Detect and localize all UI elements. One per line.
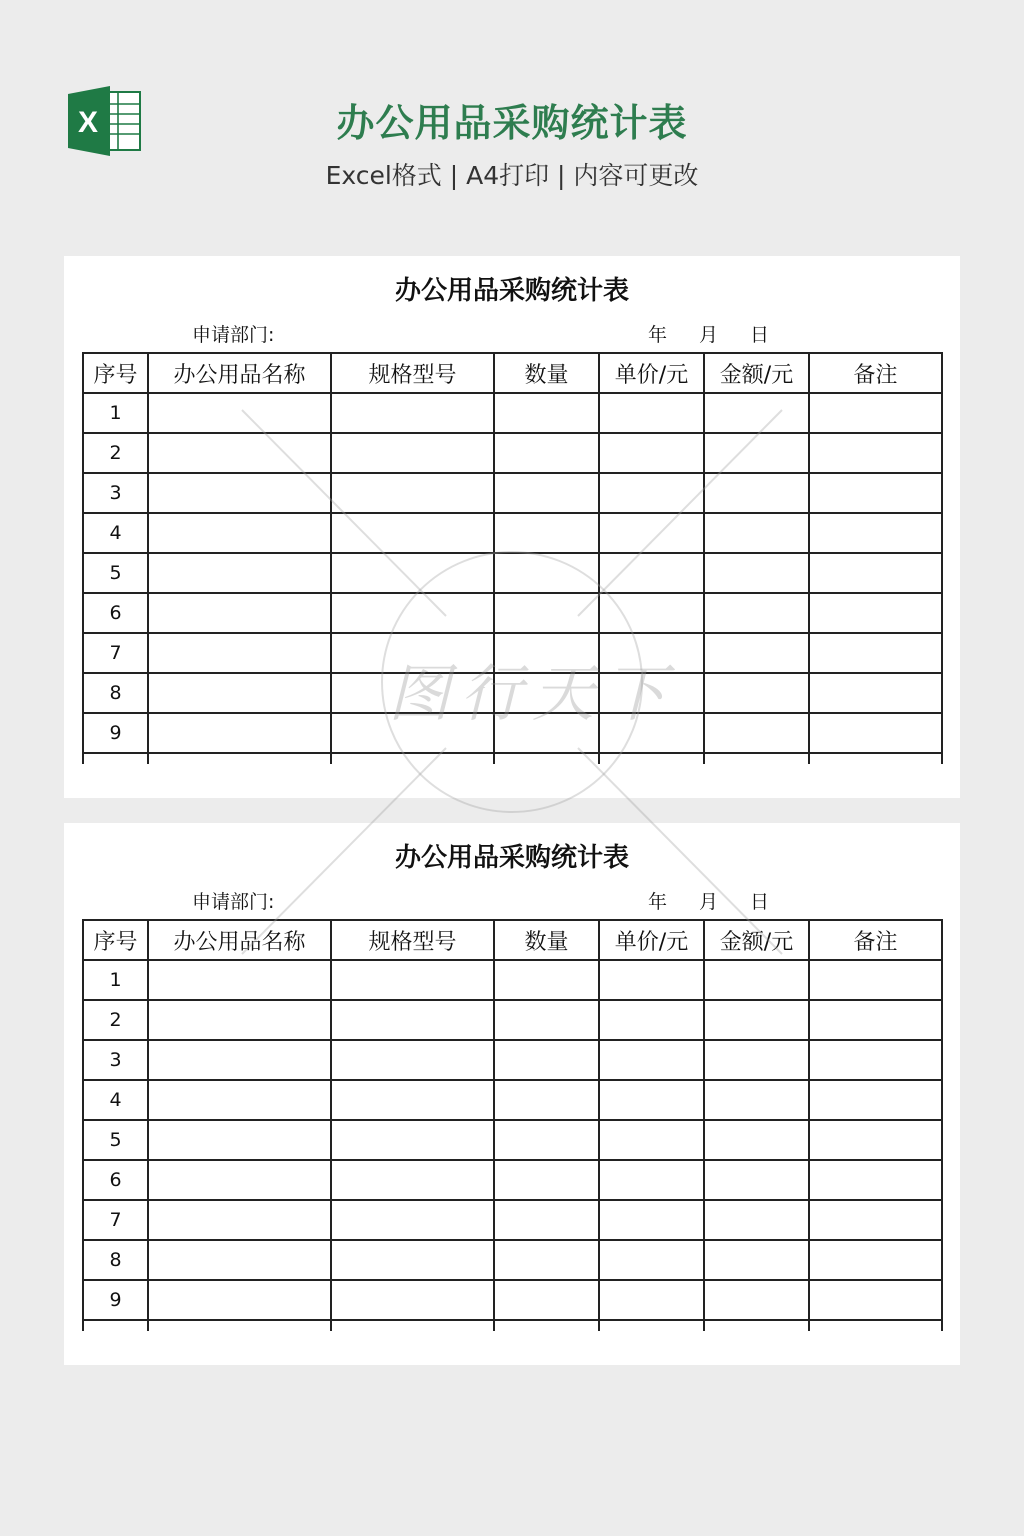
- row-number: 2: [83, 1000, 148, 1040]
- table-row: [83, 553, 942, 593]
- table-cell[interactable]: [809, 1000, 942, 1040]
- table-row: [83, 1240, 942, 1280]
- table-cell: [83, 753, 148, 764]
- row-number: 5: [83, 1120, 148, 1160]
- department-label: 申请部门:: [192, 891, 275, 913]
- table-cell[interactable]: [148, 1240, 331, 1280]
- row-number: 1: [83, 960, 148, 1000]
- table-row: [83, 593, 942, 633]
- purchase-table: [82, 919, 943, 1331]
- row-number: 7: [83, 1200, 148, 1240]
- row-number: 4: [83, 513, 148, 553]
- table-cell[interactable]: [809, 1080, 942, 1120]
- table-cell: [494, 1320, 599, 1331]
- table-cell[interactable]: [148, 473, 331, 513]
- table-cell[interactable]: [148, 1200, 331, 1240]
- table-cell[interactable]: [704, 513, 809, 553]
- table-cell: [704, 1320, 809, 1331]
- table-cell[interactable]: [148, 433, 331, 473]
- row-number: 2: [83, 433, 148, 473]
- row-number: 7: [83, 633, 148, 673]
- table-row: [83, 433, 942, 473]
- table-row-partial: [83, 1320, 942, 1331]
- excel-icon-letter: X: [77, 106, 99, 139]
- table-cell[interactable]: [494, 1280, 599, 1320]
- table-cell[interactable]: [331, 593, 494, 633]
- table-row: [83, 713, 942, 753]
- table-cell[interactable]: [599, 553, 704, 593]
- table-header-row: [83, 920, 942, 960]
- table-cell[interactable]: [599, 513, 704, 553]
- table-cell[interactable]: [331, 673, 494, 713]
- table-cell: [809, 1320, 942, 1331]
- day-label: 日: [750, 891, 770, 913]
- table-row: [83, 960, 942, 1000]
- table-cell[interactable]: [331, 1240, 494, 1280]
- column-header: 备注: [809, 353, 942, 393]
- table-cell: [83, 1320, 148, 1331]
- row-number: 3: [83, 473, 148, 513]
- table-cell[interactable]: [599, 1000, 704, 1040]
- header: [0, 0, 1024, 230]
- table-cell[interactable]: [148, 1000, 331, 1040]
- table-cell[interactable]: [494, 1000, 599, 1040]
- table-cell[interactable]: [494, 673, 599, 713]
- table-cell[interactable]: [494, 473, 599, 513]
- table-cell[interactable]: [599, 673, 704, 713]
- table-header-row: [83, 353, 942, 393]
- table-cell[interactable]: [148, 673, 331, 713]
- table-cell[interactable]: [809, 393, 942, 433]
- column-header: 金额/元: [704, 920, 809, 960]
- table-cell[interactable]: [704, 713, 809, 753]
- table-cell[interactable]: [148, 1280, 331, 1320]
- table-cell: [148, 1320, 331, 1331]
- date-labels: [648, 320, 769, 347]
- day-label: 日: [750, 324, 770, 346]
- month-label: 月: [699, 324, 719, 346]
- table-cell: [599, 1320, 704, 1331]
- column-header: 序号: [83, 353, 148, 393]
- table-cell[interactable]: [809, 513, 942, 553]
- department-label: 申请部门:: [192, 324, 275, 346]
- table-cell[interactable]: [599, 713, 704, 753]
- column-header: 序号: [83, 920, 148, 960]
- table-cell[interactable]: [809, 1280, 942, 1320]
- month-label: 月: [699, 891, 719, 913]
- table-cell[interactable]: [809, 1160, 942, 1200]
- table-cell[interactable]: [704, 1160, 809, 1200]
- table-cell[interactable]: [809, 1200, 942, 1240]
- table-cell: [599, 753, 704, 764]
- table-row: [83, 1040, 942, 1080]
- table-cell[interactable]: [809, 433, 942, 473]
- table-cell[interactable]: [148, 393, 331, 433]
- table-cell[interactable]: [148, 593, 331, 633]
- table-cell[interactable]: [331, 1280, 494, 1320]
- table-row: [83, 1200, 942, 1240]
- table-cell[interactable]: [494, 1080, 599, 1120]
- table-row: [83, 1000, 942, 1040]
- table-cell: [331, 753, 494, 764]
- table-cell[interactable]: [809, 633, 942, 673]
- table-cell[interactable]: [809, 673, 942, 713]
- table-cell[interactable]: [494, 960, 599, 1000]
- page-title: 办公用品采购统计表: [336, 101, 688, 145]
- table-cell[interactable]: [331, 633, 494, 673]
- table-cell[interactable]: [809, 593, 942, 633]
- row-number: 3: [83, 1040, 148, 1080]
- table-cell[interactable]: [331, 433, 494, 473]
- watermark-text: 图行天下: [388, 657, 677, 730]
- table-cell[interactable]: [599, 1160, 704, 1200]
- table-cell[interactable]: [331, 553, 494, 593]
- year-label: 年: [648, 324, 668, 346]
- table-cell[interactable]: [148, 1080, 331, 1120]
- table-cell[interactable]: [599, 1200, 704, 1240]
- column-header: 数量: [494, 920, 599, 960]
- column-header: 金额/元: [704, 353, 809, 393]
- table-cell[interactable]: [331, 960, 494, 1000]
- column-header: 备注: [809, 920, 942, 960]
- table-cell[interactable]: [331, 1120, 494, 1160]
- table-row: [83, 473, 942, 513]
- table-row: [83, 1280, 942, 1320]
- form-preview-2: [64, 823, 960, 1365]
- table-cell[interactable]: [704, 433, 809, 473]
- table-cell[interactable]: [331, 1160, 494, 1200]
- table-cell[interactable]: [704, 1040, 809, 1080]
- table-cell[interactable]: [494, 593, 599, 633]
- row-number: 8: [83, 1240, 148, 1280]
- column-header: 规格型号: [331, 353, 494, 393]
- table-row: [83, 1160, 942, 1200]
- table-row: [83, 633, 942, 673]
- form-title: 办公用品采购统计表: [394, 843, 629, 873]
- table-cell: [148, 753, 331, 764]
- purchase-table: [82, 352, 943, 764]
- table-cell[interactable]: [148, 713, 331, 753]
- table-cell[interactable]: [494, 513, 599, 553]
- table-cell[interactable]: [494, 1160, 599, 1200]
- table-cell[interactable]: [148, 1040, 331, 1080]
- table-cell[interactable]: [494, 553, 599, 593]
- table-cell[interactable]: [599, 1080, 704, 1120]
- table-cell[interactable]: [331, 473, 494, 513]
- column-header: 数量: [494, 353, 599, 393]
- form-title: 办公用品采购统计表: [394, 276, 629, 306]
- column-header: 办公用品名称: [148, 353, 331, 393]
- row-number: 5: [83, 553, 148, 593]
- table-cell[interactable]: [704, 1120, 809, 1160]
- table-cell[interactable]: [809, 553, 942, 593]
- table-cell[interactable]: [704, 553, 809, 593]
- year-label: 年: [648, 891, 668, 913]
- table-cell[interactable]: [809, 473, 942, 513]
- row-number: 8: [83, 673, 148, 713]
- table-cell[interactable]: [331, 1080, 494, 1120]
- table-cell[interactable]: [148, 1160, 331, 1200]
- table-cell[interactable]: [599, 393, 704, 433]
- table-cell[interactable]: [148, 960, 331, 1000]
- table-cell[interactable]: [331, 1040, 494, 1080]
- table-row: [83, 393, 942, 433]
- table-cell[interactable]: [599, 1240, 704, 1280]
- table-cell[interactable]: [809, 713, 942, 753]
- table-cell[interactable]: [331, 713, 494, 753]
- table-row: [83, 1080, 942, 1120]
- table-cell[interactable]: [494, 393, 599, 433]
- table-cell[interactable]: [599, 633, 704, 673]
- column-header: 规格型号: [331, 920, 494, 960]
- table-cell: [809, 753, 942, 764]
- form-preview-1: [64, 256, 960, 798]
- column-header: 单价/元: [599, 920, 704, 960]
- row-number: 9: [83, 1280, 148, 1320]
- table-row: [83, 673, 942, 713]
- date-labels: [648, 887, 769, 914]
- table-cell[interactable]: [809, 1120, 942, 1160]
- column-header: 办公用品名称: [148, 920, 331, 960]
- column-header: 单价/元: [599, 353, 704, 393]
- table-cell[interactable]: [809, 1240, 942, 1280]
- table-cell[interactable]: [494, 1200, 599, 1240]
- table-cell[interactable]: [704, 393, 809, 433]
- table-cell[interactable]: [494, 633, 599, 673]
- table-cell[interactable]: [704, 1080, 809, 1120]
- table-cell[interactable]: [599, 1040, 704, 1080]
- table-cell[interactable]: [148, 633, 331, 673]
- table-cell[interactable]: [704, 1240, 809, 1280]
- row-number: 6: [83, 1160, 148, 1200]
- table-cell[interactable]: [704, 1200, 809, 1240]
- table-cell[interactable]: [599, 1120, 704, 1160]
- table-cell[interactable]: [704, 593, 809, 633]
- table-cell[interactable]: [599, 960, 704, 1000]
- table-row: [83, 513, 942, 553]
- table-cell[interactable]: [148, 1120, 331, 1160]
- table-row: [83, 1120, 942, 1160]
- table-cell[interactable]: [148, 513, 331, 553]
- table-cell[interactable]: [331, 513, 494, 553]
- table-cell: [331, 1320, 494, 1331]
- table-cell[interactable]: [331, 1000, 494, 1040]
- table-cell[interactable]: [599, 1280, 704, 1320]
- table-cell[interactable]: [809, 1040, 942, 1080]
- table-cell[interactable]: [704, 473, 809, 513]
- table-cell[interactable]: [494, 1040, 599, 1080]
- row-number: 4: [83, 1080, 148, 1120]
- table-cell[interactable]: [494, 1240, 599, 1280]
- table-cell: [494, 753, 599, 764]
- table-cell[interactable]: [809, 960, 942, 1000]
- table-cell[interactable]: [599, 433, 704, 473]
- table-cell[interactable]: [331, 393, 494, 433]
- table-cell[interactable]: [494, 433, 599, 473]
- table-cell[interactable]: [704, 1280, 809, 1320]
- table-cell: [704, 753, 809, 764]
- table-cell[interactable]: [494, 1120, 599, 1160]
- row-number: 6: [83, 593, 148, 633]
- table-cell[interactable]: [599, 473, 704, 513]
- table-cell[interactable]: [599, 593, 704, 633]
- page-subtitle: Excel格式 | A4打印 | 内容可更改: [325, 161, 699, 190]
- table-cell[interactable]: [704, 633, 809, 673]
- table-row-partial: [83, 753, 942, 764]
- row-number: 9: [83, 713, 148, 753]
- table-cell[interactable]: [704, 673, 809, 713]
- table-cell[interactable]: [331, 1200, 494, 1240]
- table-cell[interactable]: [494, 713, 599, 753]
- table-cell[interactable]: [148, 553, 331, 593]
- row-number: 1: [83, 393, 148, 433]
- table-cell[interactable]: [704, 1000, 809, 1040]
- table-cell[interactable]: [704, 960, 809, 1000]
